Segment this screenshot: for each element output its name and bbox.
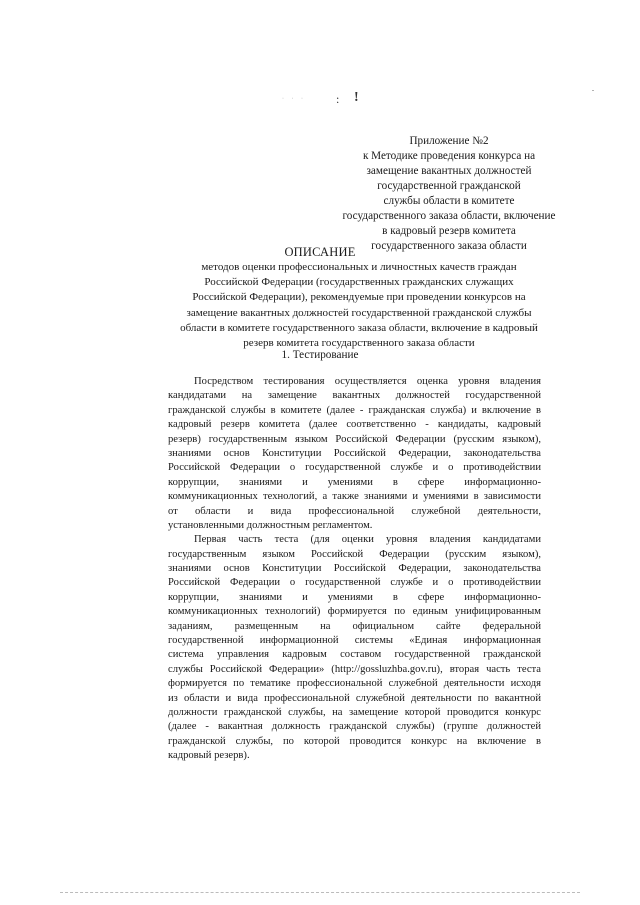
subtitle-line: Российской Федерации), рекомендуемые при проведении конкурсов на [192,291,526,304]
paragraph-line: государственной информационной системы «Единая информационная [168,635,541,647]
paragraph-1 [168,375,541,533]
paragraph-line: гражданской службы в комитете (далее - гражданская служба) и включение в [168,404,541,416]
paragraph-line: кадровый резерв). [168,750,250,762]
paragraph-line: коррупции, знаниями и умениями в сфере информационно- [168,591,541,603]
paragraph-line: государственным языком Российской Федерации (русским языком), [168,548,541,560]
section-heading: 1. Тестирование [281,349,359,361]
paragraph-line: заданиям, размещенным на официальном сайте федеральной [168,620,541,632]
paragraph-line: система управления кадровым составом государственной гражданской [168,649,541,661]
subtitle-line: замещение вакантных должностей государственной гражданской службы [186,306,532,319]
subtitle-line: методов оценки профессиональных и личностных качеств граждан [201,261,517,273]
footer-scan-line [60,892,580,893]
subtitle-line: резерв комитета государственного заказа области [243,337,475,350]
appendix-line: в кадровый резерв комитета [382,225,516,237]
paragraph-line: резерв) государственным языком Российской Федерации (русским языком), [168,433,541,445]
subtitle-line: Российской Федерации (государственных гражданских служащих [204,276,514,289]
scan-artifact-dots: · · · [282,96,306,102]
scan-artifact-bar: ! [354,90,359,105]
paragraph-line: коммуникационных технологий, а также знаниями и умениями в зависимости [168,491,541,503]
paragraph-line: должности гражданской службы, на замещение которой проводится конкурс [168,706,541,718]
paragraph-line: гражданской службы, по которой проводится конкурс на включение в [168,735,541,747]
scan-artifact-corner: . [592,84,594,93]
paragraph-line: (далее - вакантная должность гражданской службы) (группе должностей [168,721,541,733]
appendix-line: службы области в комитете [383,195,515,207]
paragraph-line: из области и вида профессиональной служебной деятельности по вакантной [168,692,541,704]
document-subtitle [168,260,550,351]
document-title: ОПИСАНИЕ [284,245,356,259]
scan-artifact-colon: : [336,92,340,106]
paragraph-line: Российской Федерации о государственной службе и о противодействии [168,577,541,589]
paragraph-line: службы Российской Федерации» (http://gossluzhba.gov.ru), вторая часть теста [168,663,541,675]
paragraph-2 [168,533,541,763]
paragraph-line: Российской Федерации о государственной службе и о противодействии [168,462,541,474]
appendix-line: к Методике проведения конкурса на [362,150,536,162]
paragraph-line: Первая часть теста (для оценки уровня владения кандидатами [194,534,541,546]
paragraph-line: коррупции, знаниями и умениями в сфере информационно- [168,476,541,488]
appendix-number: Приложение №2 [409,135,489,147]
subtitle-line: области в комитете государственного заказа области, включение в кадровый [180,321,538,334]
paragraph-line: от области и вида профессиональной служебной деятельности, [168,505,541,517]
paragraph-line: кадровый резерв комитета (далее соответственно - кандидаты, кадровый [168,419,541,431]
paragraph-line: коммуникационных технологий) формируется по единым унифицированным [168,606,541,618]
paragraph-line: формируется по тематике профессиональной служебной деятельности исходя [168,678,541,690]
paragraph-line: Посредством тестирования осуществляется оценка уровня владения [194,376,541,387]
appendix-header [330,134,568,254]
paragraph-line: знаниями основ Конституции Российской Федерации, законодательства [168,447,541,459]
paragraph-line: кандидатами на замещение вакантных должностей государственной [168,390,541,402]
appendix-line: государственной гражданской [377,180,521,192]
paragraph-line: знаниями основ Конституции Российской Федерации, законодательства [168,563,541,575]
appendix-line: государственного заказа области, включение [342,210,556,222]
appendix-line: замещение вакантных должностей [366,165,532,177]
body-text [168,375,541,764]
appendix-line: государственного заказа области [371,240,527,252]
paragraph-line: установленными должностным регламентом. [168,519,373,531]
